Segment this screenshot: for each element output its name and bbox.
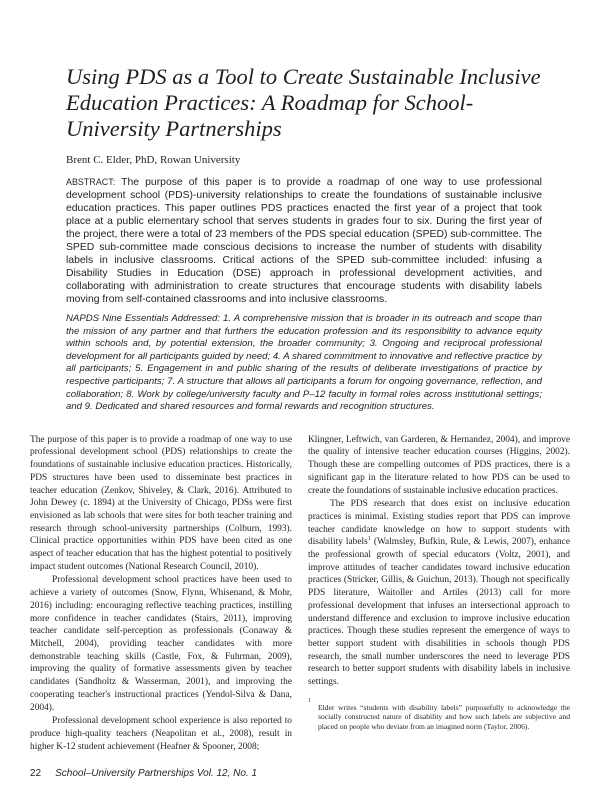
footnote: 1 Elder writes “students with disability labels” purposefully to acknowledge the socially constructed nature of disability and how such labels are subjective and placed on people who deviate from an imagined norm (Taylor, 2006). [308, 697, 570, 731]
paragraph-text: (Walmsley, Bufkin, Rule, & Lewis, 2007), enhance the professional growth of special educators (Voltz, 2001), and improve attitudes of teacher candidates toward inclusive education practices (Stricker, Gillis, & Guichun, 2013). Though not specifically PDS literature, Waitoller and Artiles (2013) call for more professional development that infuses an intersectional approach to understand difference and exclusion to improve inclusive education practices. Though these studies represent the emergence of ways to better support student with disabilities in schools though PDS research, the small number underscores the need to leverage PDS research to better support students with disability labels in inclusive settings. [308, 537, 570, 688]
journal-name: School–University Partnerships Vol. 12, No. 1 [55, 768, 258, 780]
body-paragraph [308, 498, 570, 689]
napds-essentials: NAPDS Nine Essentials Addressed: 1. A comprehensive mission that is broader in its outreach and scope than the mission of any partner and that furthers the education profession and its responsibility to advance equity within schools and, by potential extension, the broader community; 3. Ongoing and reciprocal professional development for all participants guided by need; 4. A shared commitment to innovative and reflective practice by all participants; 5. Engagement in and public sharing of the results of deliberate investigations of practice by respective participants; 7. A structure that allows all participants a forum for ongoing governance, reflection, and collaboration; 8. Work by college/university faculty and P–12 faculty in formal roles across institutional settings; and 9. Dedicated and shared resources and formal rewards and recognition structures. [66, 313, 542, 413]
body-paragraph: The purpose of this paper is to provide a roadmap of one way to use professional development school (PDS) relationships to create the foundations of sustainable inclusive education practices. Historically, PDS structures have been used to disseminate best practices in teacher education (Zenkov, Shiveley, & Clark, 2016). Attributed to John Dewey (c. 1894) at the University of Chicago, PDSs were first envisioned as lab schools that were sites for both teacher training and research through school-university partnerships (Colburn, 1993). Clinical practice opportunities within PDS have been cited as one aspect of teacher education that has the highest potential to positively impact student outcomes (National Research Council, 2010). [30, 434, 292, 572]
page-number: 22 [30, 768, 42, 780]
footnote-ref[interactable]: 1 [367, 536, 371, 543]
footnote-text: Elder writes “students with disability labels” purposefully to acknowledge the socially constructed nature of disability and how such labels are subjective and placed on people who deviate from an imagined norm (Taylor, 2006). [318, 702, 570, 731]
author-line: Brent C. Elder, PhD, Rowan University [66, 154, 241, 166]
abstract-label: ABSTRACT: [66, 177, 116, 187]
body-paragraph: Klingner, Leftwich, van Garderen, & Hernandez, 2004), and improve the quality of intensive teacher education courses (Higgins, 2002). Though these are compelling outcomes of PDS practices, there is a significant gap in the literature related to how PDS can be used to create the foundations of sustainable inclusive education practices. [308, 434, 570, 496]
body-paragraph: Professional development school experience is also reported to produce high-quality teachers (Neapolitan et al., 2008), result in higher K-12 student achievement (Heafner & Spooner, 2008; [30, 716, 292, 752]
header-block [30, 64, 570, 414]
abstract-text: The purpose of this paper is to provide a roadmap of one way to use professional development school (PDS)-university relationships to create the foundations of sustainable inclusive education practices. This paper outlines PDS practices enacted the first year of a project that took place at a public elementary school that serves students in grades four to six. During the first year of the project, there were a total of 23 members of the PDS special education (SPED) sub-committee. The SPED sub-committee made conscious decisions to increase the number of students with disability labels in inclusive classrooms. Critical actions of the SPED sub-committee included: infusing a Disability Studies in Education (DSE) approach in professional development activities, and collaborating with administration to create structures that encourage students with disability labels moving from self-contained classrooms and into inclusive classrooms. [66, 177, 542, 305]
abstract [66, 176, 542, 306]
article-title: Using PDS as a Tool to Create Sustainable Inclusive Education Practices: A Roadmap for School-University Partnerships [66, 64, 541, 141]
paragraph-text: The PDS research that does exist on inclusive education practices is minimal. Existing studies report that PDS can improve teacher candidate knowledge on how to support students with disability labels [308, 499, 570, 548]
body-columns [30, 434, 570, 754]
body-paragraph: Professional development school practices have been used to achieve a variety of outcomes (Snow, Flynn, Whisenand, & Mohr, 2016) including: encouraging reflective teaching practices, instilling more confidence in teacher candidates (Stairs, 2011), improving teacher candidate self-perception as professionals (Conaway & Mitchell, 2004), providing teacher candidates with more demonstrable teaching skills (Castle, Fox, & Fuhrman, 2009), improving the quality of formative assessments given by teacher candidates (Sandholtz & Wasserman, 2001), and improving the cooperating teacher's instructional practices (Yendol-Silva & Dana, 2004). [30, 575, 292, 713]
left-column [30, 434, 292, 754]
right-column [308, 434, 570, 732]
page-footer [30, 767, 570, 780]
